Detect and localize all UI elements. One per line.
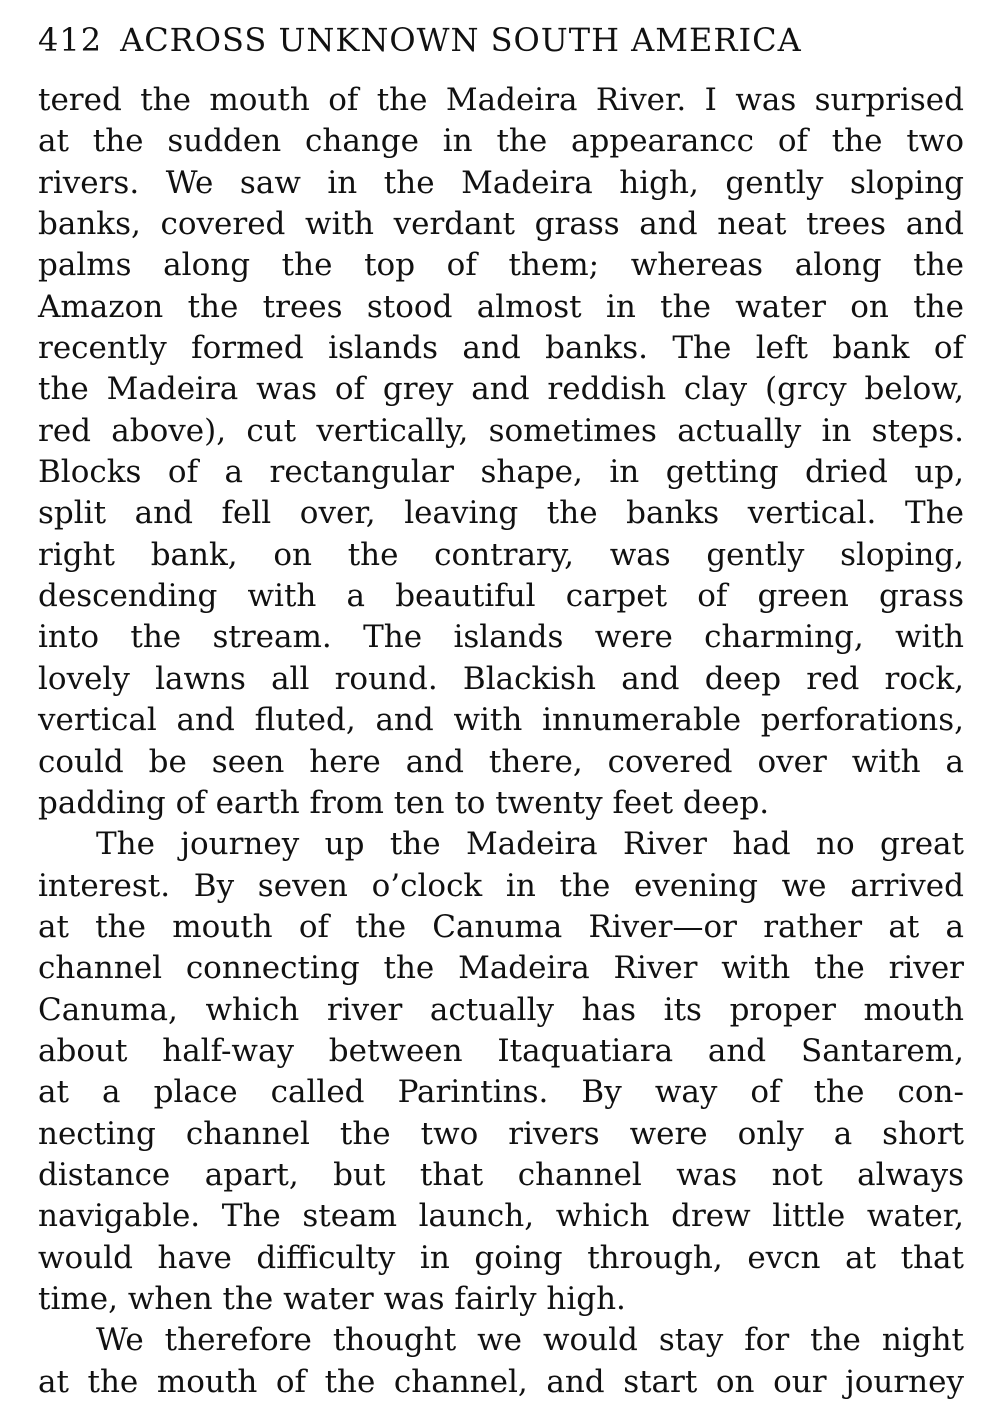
book-page <box>38 18 964 1403</box>
body-text <box>38 80 964 1403</box>
text-line: recently formed islands and banks. The left bank of <box>38 330 964 367</box>
text-line: The journey up the Madeira River had no great <box>96 826 964 863</box>
text-line: into the stream. The islands were charming, with <box>38 619 964 656</box>
text-line: banks, covered with verdant grass and neat trees and <box>38 206 964 243</box>
paragraph-2 <box>38 824 964 1320</box>
text-line: navigable. The steam launch, which drew little water, <box>38 1198 964 1235</box>
text-line: right bank, on the contrary, was gently sloping, <box>38 536 964 573</box>
running-title: ACROSS UNKNOWN SOUTH AMERICA <box>120 21 802 59</box>
text-line: at the sudden change in the appearancc of the two <box>38 123 964 160</box>
text-line: distance apart, but that channel was not always <box>38 1156 964 1193</box>
text-line: vertical and fluted, and with innumerable perforations, <box>38 702 964 739</box>
text-line: the Madeira was of grey and reddish clay (grcy below, <box>38 371 964 408</box>
text-line: necting channel the two rivers were only a short <box>38 1115 964 1152</box>
text-line: lovely lawns all round. Blackish and deep red rock, <box>38 660 964 697</box>
text-line: split and fell over, leaving the banks vertical. The <box>38 495 964 532</box>
text-line: tered the mouth of the Madeira River. I was surprised <box>38 82 964 118</box>
text-line: at the mouth of the channel, and start on our journey <box>38 1363 964 1400</box>
text-line: palms along the top of them; whereas along the <box>38 247 964 284</box>
running-head <box>38 18 964 62</box>
text-line: could be seen here and there, covered over with a <box>38 743 964 780</box>
text-line: Blocks of a rectangular shape, in getting dried up, <box>38 454 964 491</box>
text-line: Amazon the trees stood almost in the water on the <box>38 288 964 325</box>
paragraph-3 <box>38 1320 964 1403</box>
text-line: Canuma, which river actually has its proper mouth <box>38 991 964 1028</box>
text-line: time, when the water was fairly high. <box>38 1280 626 1317</box>
text-line: We therefore thought we would stay for the night <box>96 1322 964 1359</box>
paragraph-1 <box>38 80 964 824</box>
text-line: would have difficulty in going through, evcn at that <box>38 1239 964 1276</box>
text-line: at the mouth of the Canuma River—or rather at a <box>38 908 964 945</box>
text-line: red above), cut vertically, sometimes actually in steps. <box>38 412 964 449</box>
text-line: channel connecting the Madeira River with the river <box>38 950 964 987</box>
text-line: rivers. We saw in the Madeira high, gently sloping <box>38 164 964 201</box>
text-line: about half-way between Itaquatiara and Santarem, <box>38 1032 964 1069</box>
text-line: at a place called Parintins. By way of the con- <box>38 1074 964 1111</box>
text-line: padding of earth from ten to twenty feet deep. <box>38 784 770 821</box>
text-line: interest. By seven o’clock in the evening we arrived <box>38 867 964 904</box>
text-line: descending with a beautiful carpet of green grass <box>38 578 964 615</box>
page-number: 412 <box>38 21 103 59</box>
